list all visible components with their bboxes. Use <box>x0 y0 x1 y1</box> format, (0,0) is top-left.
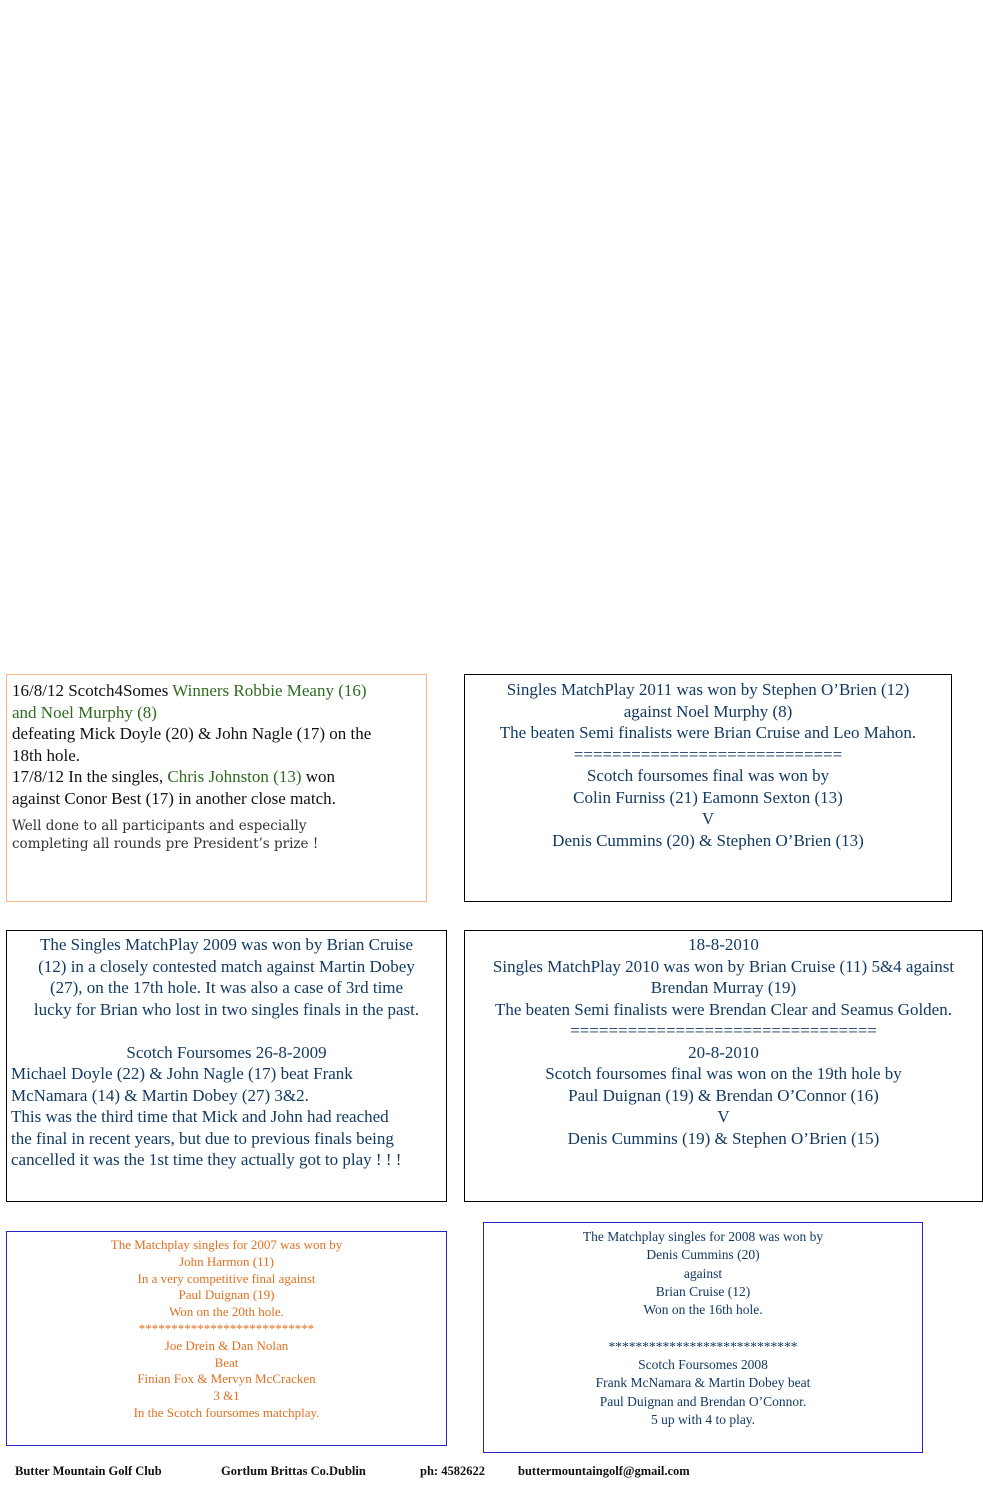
line-2007: Joe Drein & Dan Nolan <box>164 1337 289 1353</box>
line-2007: In a very competitive final against <box>137 1270 316 1286</box>
date-2010-foursomes: 20-8-2010 <box>688 1042 759 1062</box>
versus-text: V <box>701 809 715 828</box>
line-2009: (12) in a closely contested match against Martin Dobey <box>38 956 415 976</box>
line-2008: Won on the 16th hole. <box>643 1302 763 1318</box>
winners-text: Winners Robbie Meany (16) <box>172 681 367 700</box>
line-2011: against Noel Murphy (8) <box>623 701 793 721</box>
line-2008: 5 up with 4 to play. <box>650 1411 756 1427</box>
line-2008: Frank McNamara & Martin Dobey beat <box>595 1375 811 1391</box>
line-2008: The Matchplay singles for 2008 was won by <box>582 1229 824 1244</box>
winners-text-cont: and Noel Murphy (8) <box>12 702 157 722</box>
results-2011-panel <box>464 674 952 902</box>
club-name: Butter Mountain Golf Club <box>15 1464 162 1478</box>
line-2010: Brendan Murray (19) <box>650 978 797 997</box>
blank-line <box>488 1319 918 1337</box>
line-2012-4: 18th hole. <box>12 745 80 765</box>
divider-text: **************************** <box>608 1338 798 1354</box>
foursomes-line: the final in recent years, but due to previous finals being <box>11 1128 394 1148</box>
date-label: 16/8/12 Scotch4Somes <box>12 681 173 700</box>
note-line-2: completing all rounds pre President’s prize ! <box>12 836 319 852</box>
line-2007: Finian Fox & Mervyn McCracken <box>137 1371 316 1387</box>
divider-text: ================================ <box>570 1021 877 1040</box>
line-2008: Paul Duignan and Brendan O’Connor. <box>599 1393 807 1409</box>
line-2010: The beaten Semi finalists were Brendan Clear and Seamus Golden. <box>495 999 952 1019</box>
line-2007: Paul Duignan (19) <box>178 1287 275 1303</box>
line-2011: Scotch foursomes final was won by <box>586 766 830 785</box>
results-2010-panel <box>464 930 983 1202</box>
line-2007: 3 &1 <box>213 1388 240 1404</box>
club-phone: ph: 4582622 <box>420 1464 485 1478</box>
line-2011: Colin Furniss (21) Eamonn Sexton (13) <box>573 787 843 807</box>
line-2007: Won on the 20th hole. <box>169 1304 284 1320</box>
line-2009: (27), on the 17th hole. It was also a case of 3rd time <box>49 978 404 997</box>
line-2007: John Harmon (11) <box>179 1253 274 1269</box>
line-2007: The Matchplay singles for 2007 was won by <box>110 1237 343 1252</box>
divider-text: *************************** <box>138 1320 315 1336</box>
footer <box>15 1464 955 1484</box>
date-2010-singles: 18-8-2010 <box>688 935 759 954</box>
note-line-1: Well done to all participants and especially <box>12 818 307 834</box>
line-2010: Singles MatchPlay 2010 was won by Brian Cruise (11) 5&4 against <box>492 956 955 976</box>
line-2011: Singles MatchPlay 2011 was won by Stephen O’Brien (12) <box>506 680 910 699</box>
line-2007: Beat <box>214 1354 239 1370</box>
line-2012-1 <box>12 680 421 702</box>
line-2008: Denis Cummins (20) <box>646 1247 760 1263</box>
line-2008: Brian Cruise (12) <box>655 1283 751 1299</box>
line-2010: Denis Cummins (19) & Stephen O’Brien (15) <box>567 1128 880 1148</box>
club-address: Gortlum Brittas Co.Dublin <box>221 1464 366 1478</box>
divider-text: ============================ <box>573 744 843 764</box>
line-2012-6: against Conor Best (17) in another close match. <box>12 788 336 808</box>
results-2007-panel <box>6 1231 447 1446</box>
line-2012-3: defeating Mick Doyle (20) & John Nagle (17) on the <box>12 724 372 743</box>
foursomes-line: Michael Doyle (22) & John Nagle (17) beat Frank <box>11 1064 353 1083</box>
results-2012-panel <box>6 674 427 902</box>
line-2011: Denis Cummins (20) & Stephen O’Brien (13) <box>552 830 864 850</box>
foursomes-line: cancelled it was the 1st time they actually got to play ! ! ! <box>11 1150 402 1169</box>
foursomes-title: Scotch Foursomes 26-8-2009 <box>126 1042 327 1062</box>
club-email-link[interactable]: buttermountaingolf@gmail.com <box>518 1464 690 1478</box>
line-2012-5 <box>12 766 421 788</box>
foursomes-line: This was the third time that Mick and John had reached <box>11 1107 389 1126</box>
foursomes-line: McNamara (14) & Martin Dobey (27) 3&2. <box>11 1085 309 1105</box>
line-2008: Scotch Foursomes 2008 <box>638 1357 768 1373</box>
singles-suffix: won <box>301 767 336 786</box>
singles-prefix: 17/8/12 In the singles, <box>12 767 168 786</box>
singles-winner: Chris Johnston (13) <box>167 767 302 786</box>
line-2009: The Singles MatchPlay 2009 was won by Brian Cruise <box>39 935 413 954</box>
line-2010: Scotch foursomes final was won on the 19th hole by <box>545 1064 902 1083</box>
line-2009: lucky for Brian who lost in two singles finals in the past. <box>33 999 420 1019</box>
line-2011: The beaten Semi finalists were Brian Cruise and Leo Mahon. <box>499 723 917 742</box>
results-2008-panel <box>483 1222 923 1453</box>
line-2010: Paul Duignan (19) & Brendan O’Connor (16) <box>568 1085 879 1105</box>
line-2007: In the Scotch foursomes matchplay. <box>133 1404 320 1420</box>
versus-text: V <box>717 1107 730 1126</box>
results-2009-panel <box>6 930 447 1202</box>
line-2008: against <box>683 1265 723 1281</box>
